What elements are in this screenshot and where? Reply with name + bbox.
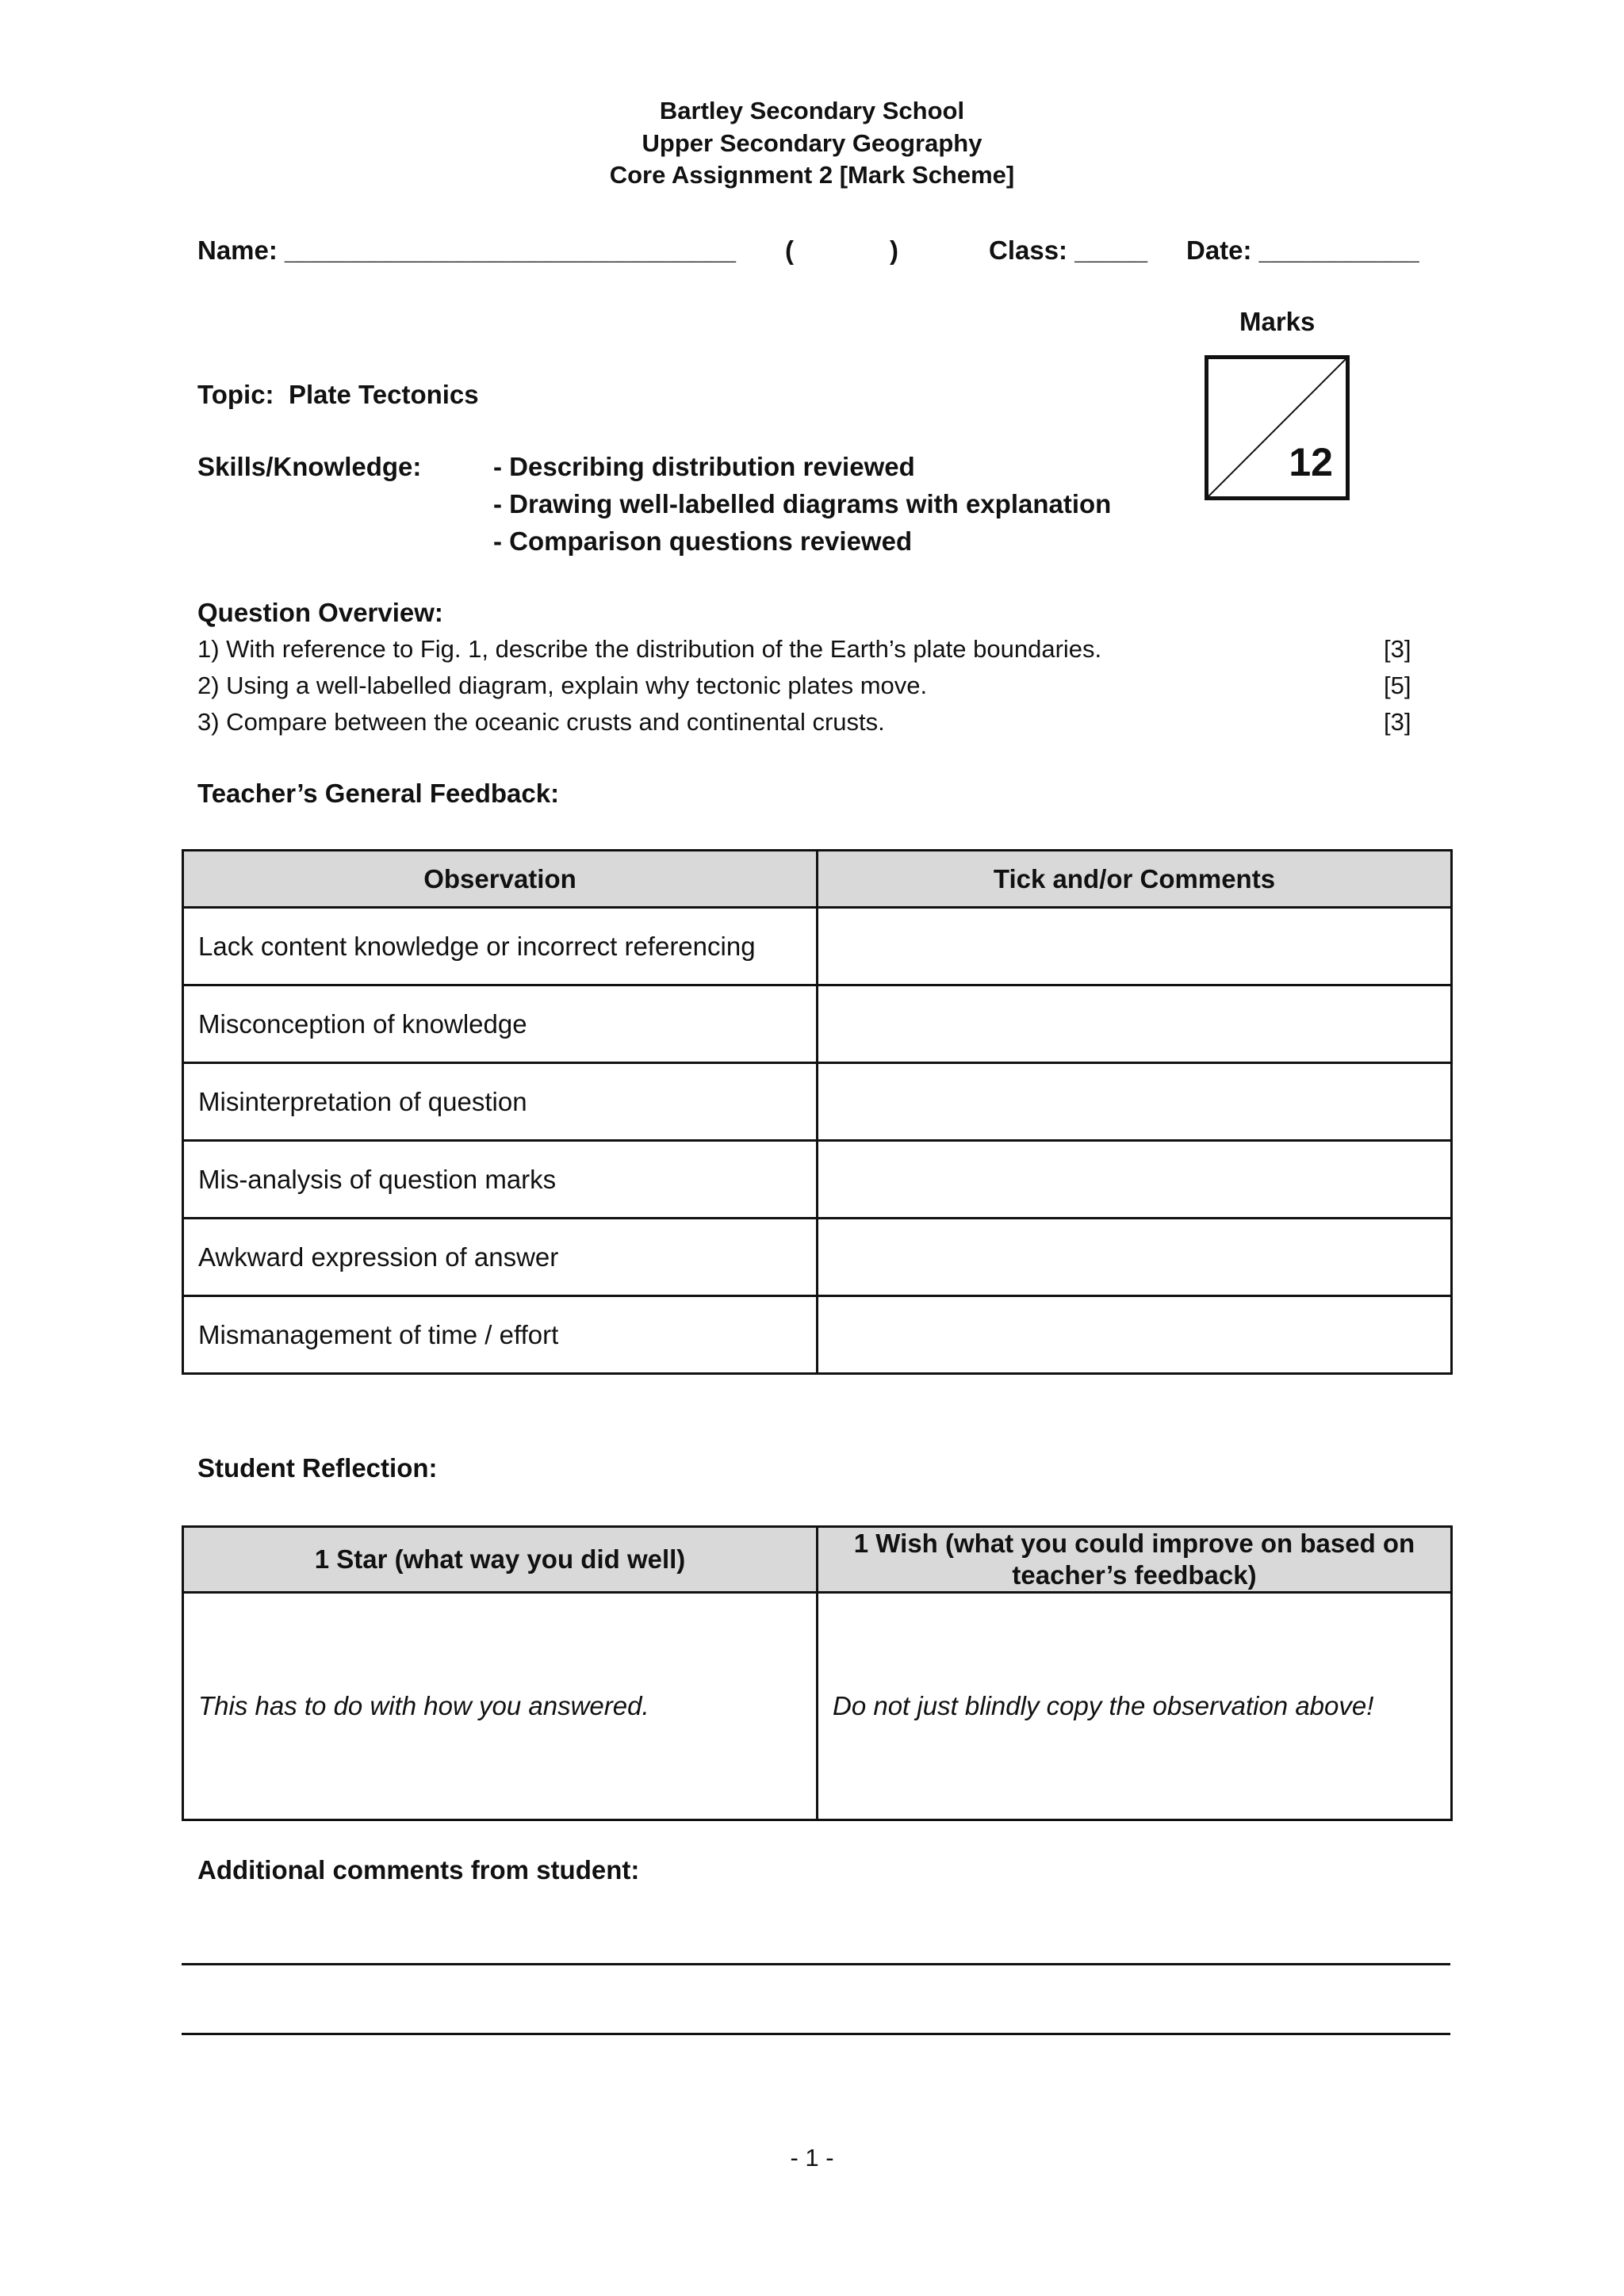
reflection-row	[183, 1593, 1452, 1820]
index-open-paren: (	[785, 235, 794, 265]
column-header-comments: Tick and/or Comments	[818, 851, 1452, 908]
table-row	[183, 1141, 1452, 1219]
question-item: 1) With reference to Fig. 1, describe the distribution of the Earth’s plate boundaries.	[197, 635, 1102, 663]
question-item: 3) Compare between the oceanic crusts and continental crusts.	[197, 708, 885, 736]
comment-line[interactable]	[182, 2033, 1450, 2035]
index-close-paren: )	[890, 235, 898, 265]
feedback-table	[182, 849, 1453, 1375]
column-header-observation: Observation	[183, 851, 818, 908]
table-row	[183, 1219, 1452, 1296]
topic-label: Topic:	[197, 380, 274, 409]
page-number: - 1 -	[790, 2144, 834, 2172]
reflection-table	[182, 1525, 1453, 1821]
table-row	[183, 985, 1452, 1063]
marks-label: Marks	[1239, 307, 1316, 336]
feedback-header-row	[183, 851, 1452, 908]
observation-cell: Mismanagement of time / effort	[183, 1296, 818, 1374]
wish-response-area[interactable]: Do not just blindly copy the observation above!	[818, 1593, 1452, 1820]
teacher-feedback-heading: Teacher’s General Feedback:	[197, 779, 560, 808]
question-marks: [3]	[1384, 708, 1411, 736]
marks-box	[1205, 355, 1350, 500]
course-name: Upper Secondary Geography	[642, 129, 982, 157]
skills-item: - Drawing well-labelled diagrams with explanation	[493, 489, 1112, 519]
table-row	[183, 1063, 1452, 1141]
marks-total: 12	[1289, 440, 1333, 484]
additional-comments-heading: Additional comments from student:	[197, 1855, 640, 1885]
observation-cell: Misinterpretation of question	[183, 1063, 818, 1141]
assignment-title: Core Assignment 2 [Mark Scheme]	[609, 161, 1015, 189]
observation-cell: Misconception of knowledge	[183, 985, 818, 1063]
comment-cell[interactable]	[818, 1063, 1452, 1141]
question-marks: [5]	[1384, 672, 1411, 699]
comment-cell[interactable]	[818, 1141, 1452, 1219]
reflection-header-row	[183, 1527, 1452, 1593]
comment-cell[interactable]	[818, 1296, 1452, 1374]
skills-label: Skills/Knowledge:	[197, 452, 422, 481]
column-header-wish: 1 Wish (what you could improve on based on teacher’s feedback)	[818, 1527, 1452, 1593]
star-response-area[interactable]: This has to do with how you answered.	[183, 1593, 818, 1820]
question-item: 2) Using a well-labelled diagram, explain why tectonic plates move.	[197, 672, 928, 699]
question-marks: [3]	[1384, 635, 1411, 663]
table-row	[183, 1296, 1452, 1374]
topic-value: Plate Tectonics	[289, 380, 479, 409]
school-name: Bartley Secondary School	[659, 97, 965, 124]
table-row	[183, 908, 1452, 985]
class-field-label: Class: _____	[989, 235, 1147, 265]
comment-cell[interactable]	[818, 908, 1452, 985]
date-field-label: Date: ___________	[1186, 235, 1419, 265]
question-overview-heading: Question Overview:	[197, 598, 443, 627]
comment-cell[interactable]	[818, 985, 1452, 1063]
name-field-label: Name: _______________________________	[197, 235, 736, 265]
student-reflection-heading: Student Reflection:	[197, 1453, 438, 1483]
observation-cell: Awkward expression of answer	[183, 1219, 818, 1296]
skills-item: - Describing distribution reviewed	[493, 452, 915, 481]
comment-cell[interactable]	[818, 1219, 1452, 1296]
observation-cell: Mis-analysis of question marks	[183, 1141, 818, 1219]
observation-cell: Lack content knowledge or incorrect referencing	[183, 908, 818, 985]
column-header-star: 1 Star (what way you did well)	[183, 1527, 818, 1593]
comment-line[interactable]	[182, 1963, 1450, 1965]
skills-item: - Comparison questions reviewed	[493, 526, 913, 556]
